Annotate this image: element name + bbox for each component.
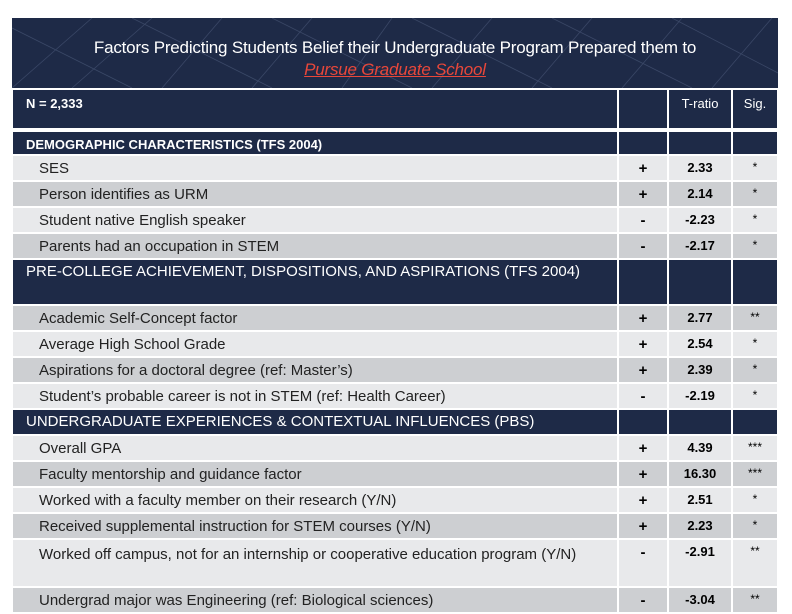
significance: *	[733, 182, 777, 206]
significance: **	[733, 306, 777, 330]
title-line-1: Factors Predicting Students Belief their Undergraduate Program Prepared them to	[93, 38, 697, 57]
factor-label: SES	[13, 156, 617, 180]
table-row	[13, 384, 777, 408]
significance: *	[733, 384, 777, 408]
factor-label: Undergrad major was Engineering (ref: Biological sciences)	[13, 588, 617, 612]
factor-label: Worked off campus, not for an internship or cooperative education program (Y/N)	[13, 540, 617, 586]
t-ratio: 2.54	[669, 332, 731, 356]
significance: **	[733, 588, 777, 612]
t-ratio: 2.39	[669, 358, 731, 382]
cell	[619, 260, 667, 304]
table-row	[13, 588, 777, 612]
factor-label: Received supplemental instruction for STEM courses (Y/N)	[13, 514, 617, 538]
t-ratio-header: T-ratio	[669, 90, 731, 128]
significance: *	[733, 488, 777, 512]
significance: **	[733, 540, 777, 586]
t-ratio: 2.51	[669, 488, 731, 512]
sign: +	[619, 514, 667, 538]
table-row	[13, 436, 777, 460]
cell	[669, 410, 731, 434]
sample-size: N = 2,333	[13, 90, 617, 128]
sign: +	[619, 488, 667, 512]
section-label: UNDERGRADUATE EXPERIENCES & CONTEXTUAL INFLUENCES (PBS)	[13, 410, 617, 434]
sign: -	[619, 208, 667, 232]
table-row	[13, 514, 777, 538]
section-header	[13, 260, 777, 304]
significance: *	[733, 208, 777, 232]
t-ratio: -2.17	[669, 234, 731, 258]
section-header	[13, 410, 777, 434]
sign: +	[619, 358, 667, 382]
t-ratio: 2.77	[669, 306, 731, 330]
page-title	[12, 18, 778, 81]
sign: +	[619, 332, 667, 356]
table-row	[13, 332, 777, 356]
sign: +	[619, 436, 667, 460]
sign: +	[619, 156, 667, 180]
title-banner	[12, 18, 778, 88]
factor-label: Average High School Grade	[13, 332, 617, 356]
factor-label: Worked with a faculty member on their research (Y/N)	[13, 488, 617, 512]
t-ratio: 2.33	[669, 156, 731, 180]
factor-label: Parents had an occupation in STEM	[13, 234, 617, 258]
sign: -	[619, 234, 667, 258]
sign: +	[619, 182, 667, 206]
section-label: DEMOGRAPHIC CHARACTERISTICS (TFS 2004)	[13, 132, 617, 154]
table-row	[13, 540, 777, 586]
cell	[619, 410, 667, 434]
t-ratio: -3.04	[669, 588, 731, 612]
factor-label: Overall GPA	[13, 436, 617, 460]
sig-header: Sig.	[733, 90, 777, 128]
section-header	[13, 132, 777, 154]
cell	[733, 260, 777, 304]
significance: *	[733, 234, 777, 258]
table-row	[13, 306, 777, 330]
t-ratio: -2.23	[669, 208, 731, 232]
factor-label: Faculty mentorship and guidance factor	[13, 462, 617, 486]
table-row	[13, 208, 777, 232]
significance: *	[733, 156, 777, 180]
factor-label: Academic Self-Concept factor	[13, 306, 617, 330]
significance: *	[733, 332, 777, 356]
table-row	[13, 182, 777, 206]
factor-label: Student’s probable career is not in STEM (ref: Health Career)	[13, 384, 617, 408]
sign: -	[619, 588, 667, 612]
table-row	[13, 488, 777, 512]
cell	[733, 132, 777, 154]
significance: *	[733, 514, 777, 538]
cell	[619, 132, 667, 154]
table-header	[13, 90, 777, 128]
section-label: PRE-COLLEGE ACHIEVEMENT, DISPOSITIONS, AND ASPIRATIONS (TFS 2004)	[13, 260, 617, 304]
table-row	[13, 358, 777, 382]
factor-label: Student native English speaker	[13, 208, 617, 232]
sign-header	[619, 90, 667, 128]
table-row	[13, 234, 777, 258]
t-ratio: 2.14	[669, 182, 731, 206]
t-ratio: -2.19	[669, 384, 731, 408]
factor-label: Aspirations for a doctoral degree (ref: Master’s)	[13, 358, 617, 382]
cell	[669, 132, 731, 154]
table-row	[13, 156, 777, 180]
t-ratio: 2.23	[669, 514, 731, 538]
sign: -	[619, 384, 667, 408]
t-ratio: 4.39	[669, 436, 731, 460]
t-ratio: -2.91	[669, 540, 731, 586]
cell	[733, 410, 777, 434]
results-table	[13, 90, 777, 614]
significance: *	[733, 358, 777, 382]
t-ratio: 16.30	[669, 462, 731, 486]
title-line-2: Pursue Graduate School	[304, 60, 486, 79]
factor-label: Person identifies as URM	[13, 182, 617, 206]
sign: +	[619, 462, 667, 486]
sign: +	[619, 306, 667, 330]
significance: ***	[733, 436, 777, 460]
cell	[669, 260, 731, 304]
significance: ***	[733, 462, 777, 486]
sign: -	[619, 540, 667, 586]
table-row	[13, 462, 777, 486]
